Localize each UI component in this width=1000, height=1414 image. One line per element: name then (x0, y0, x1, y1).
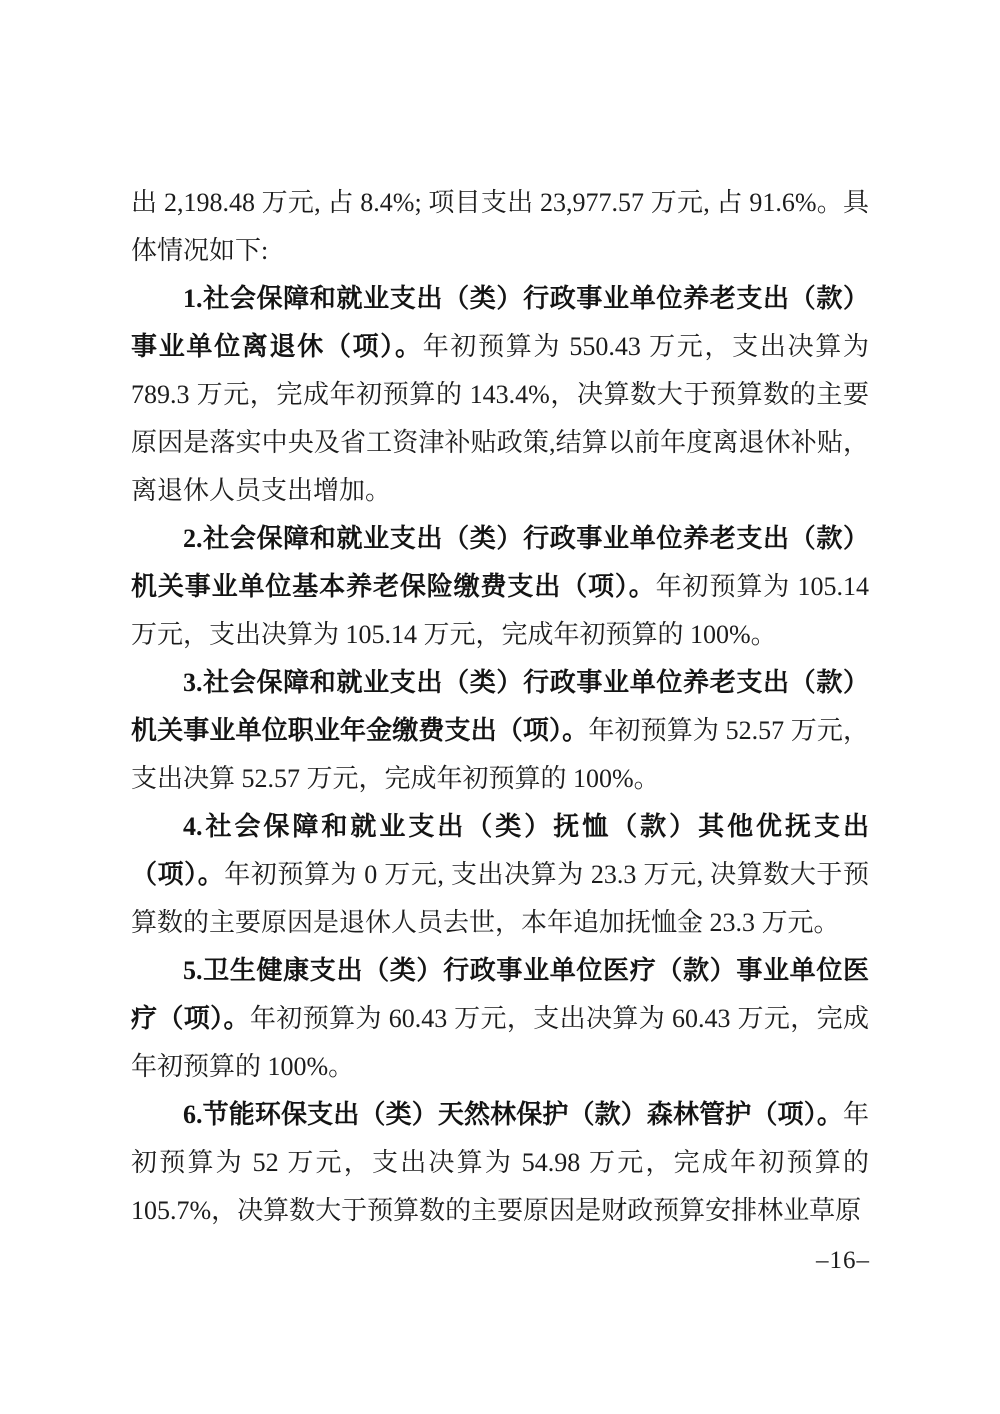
paragraph-item-5 (131, 947, 869, 1091)
item-3-body: 年初预算为 52.57 万元，支出决算 52.57 万元，完成年初预算的 100%。 (131, 716, 869, 793)
item-5-heading: 5.卫生健康支出（类）行政事业单位医疗（款）事业单位医疗（项）。 (131, 956, 869, 1033)
item-3-heading: 3.社会保障和就业支出（类）行政事业单位养老支出（款）机关事业单位职业年金缴费支出（项）。 (131, 668, 869, 745)
item-5-body: 年初预算为 60.43 万元，支出决算为 60.43 万元，完成年初预算的 100%。 (131, 1004, 869, 1081)
item-1-body: 年初预算为 550.43 万元，支出决算为 789.3 万元，完成年初预算的 143.4%，决算数大于预算数的主要原因是落实中央及省工资津补贴政策,结算以前年度离退休补贴，离退休人员支出增加。 (131, 332, 869, 505)
document-text-body (131, 179, 869, 1235)
item-4-body: 年初预算为 0 万元, 支出决算为 23.3 万元, 决算数大于预算数的主要原因是退休人员去世，本年追加抚恤金 23.3 万元。 (131, 860, 869, 937)
paragraph-item-1 (131, 275, 869, 515)
item-4-heading: 4.社会保障和就业支出（类）抚恤（款）其他优抚支出（项）。 (131, 812, 869, 889)
paragraph-item-6 (131, 1091, 869, 1235)
item-1-heading: 1.社会保障和就业支出（类）行政事业单位养老支出（款）事业单位离退休（项）。 (131, 284, 869, 361)
item-2-heading: 2.社会保障和就业支出（类）行政事业单位养老支出（款）机关事业单位基本养老保险缴费支出（项）。 (131, 524, 869, 601)
intro-text: 出 2,198.48 万元, 占 8.4%; 项目支出 23,977.57 万元, 占 91.6%。具体情况如下: (131, 188, 869, 265)
paragraph-item-3 (131, 659, 869, 803)
paragraph-item-4 (131, 803, 869, 947)
paragraph-intro (131, 179, 869, 275)
item-2-body: 年初预算为 105.14 万元，支出决算为 105.14 万元，完成年初预算的 100%。 (131, 572, 869, 649)
item-6-heading: 6.节能环保支出（类）天然林保护（款）森林管护（项）。 (183, 1100, 843, 1129)
paragraph-item-2 (131, 515, 869, 659)
item-6-body: 年初预算为 52 万元，支出决算为 54.98 万元，完成年初预算的 105.7%，决算数大于预算数的主要原因是财政预算安排林业草原 (131, 1100, 869, 1225)
page-number: –16– (816, 1247, 870, 1274)
